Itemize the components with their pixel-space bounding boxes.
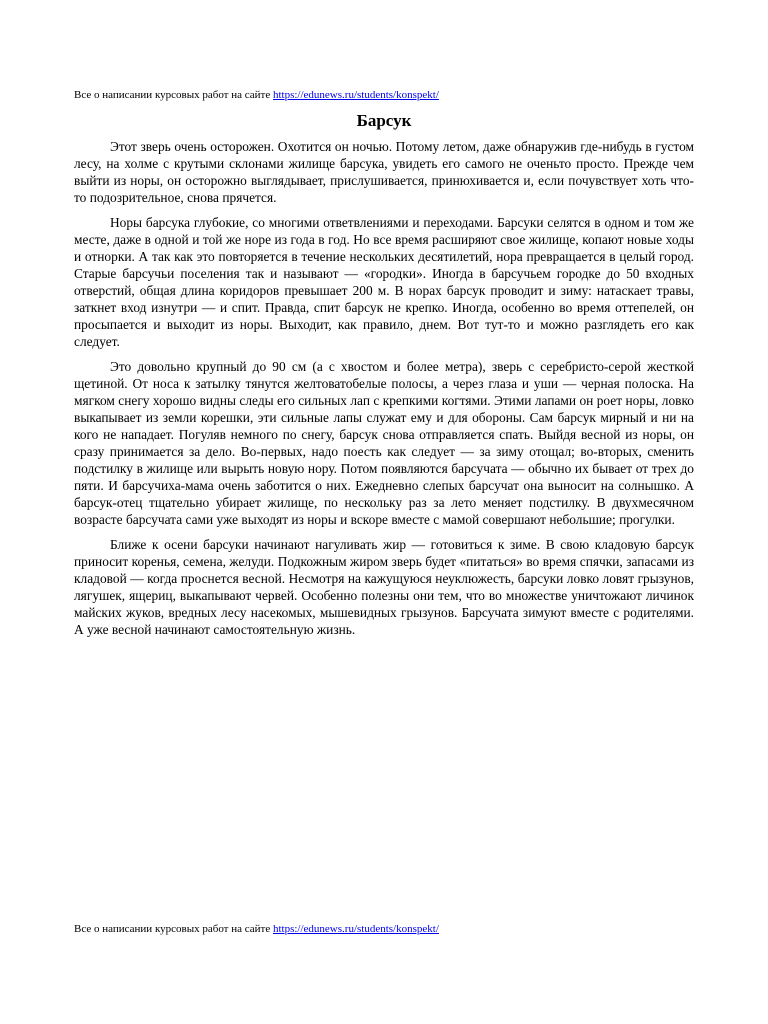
footer-link[interactable]: https://edunews.ru/students/konspekt/ (272, 923, 439, 935)
header-link[interactable]: https://edunews.ru/students/konspekt/ (272, 89, 439, 101)
paragraph-2: Норы барсука глубокие, со многими ответвлениями и переходами. Барсуки селятся в одном и том же месте, даже в одной и той же норе из года в год. Но все время расширяют свое жилище, копают новые ходы и отнорки. А так как это повторяется в течение нескольких десятилетий, нора превращается в целый город. Старые барсучьи поселения так и называют — «городки». Иногда в барсучьем городке до 50 входных отверстий, общая длина коридоров превышает 200 м. В норах барсук проводит и зиму: натаскает травы, заткнет вход изнутри — и спит. Правда, спит барсук не крепко. Иногда, особенно во время оттепелей, он просыпается и выходит из норы. Выходит, как правило, днем. Вот тут-то и можно разглядеть его как следует. (74, 215, 694, 349)
document-body (74, 138, 694, 646)
paragraph-3: Это довольно крупный до 90 см (а с хвостом и более метра), зверь с серебристо-серой жесткой щетиной. От носа к затылку тянутся желтоватобелые полосы, а через глаза и уши — черная полоска. На мягком снегу хорошо видны следы его сильных лап с крепкими когтями. Этими лапами он роет норы, ловко выкапывает из земли корешки, эти сильные лапы служат ему и для обороны. Сам барсук мирный и ни на кого не нападает. Погуляв немного по снегу, барсук снова отправляется спать. Выйдя весной из норы, он сразу принимается за дело. Во-первых, надо поесть как следует — за зиму отощал; во-вторых, сменить подстилку в жилище или вырыть новую нору. Потом появляются барсучата — обычно их бывает от трех до пяти. И барсучиха-мама очень заботится о них. Ежедневно слепых барсучат она выносит на солнышко. А барсук-отец тщательно убирает жилище, по нескольку раз за лето меняет подстилку. В двухмесячном возрасте барсучата сами уже выходят из норы и вскоре вместе с мамой совершают небольшие; прогулки. (74, 359, 694, 527)
paragraph-1: Этот зверь очень осторожен. Охотится он ночью. Потому летом, даже обнаружив где-нибудь в густом лесу, на холме с крутыми склонами жилище барсука, увидеть его самого не оченьто просто. Прежде чем выйти из норы, он осторожно выглядывает, прислушивается, принюхивается и, если почувствует хоть что-то подозрительное, снова прячется. (74, 139, 694, 205)
header-text: Все о написании курсовых работ на сайте (74, 89, 271, 101)
page-header (74, 88, 694, 102)
footer-text: Все о написании курсовых работ на сайте (74, 923, 271, 935)
document-title: Барсук (356, 111, 412, 130)
page-footer (74, 922, 694, 936)
paragraph-4: Ближе к осени барсуки начинают нагуливать жир — готовиться к зиме. В свою кладовую барсук приносит коренья, семена, желуди. Подкожным жиром зверь будет «питаться» во время спячки, запасами из кладовой — когда проснется весной. Несмотря на кажущуюся неуклюжесть, барсуки ловко ловят грызунов, лягушек, ящериц, выкапывают червей. Особенно полезны они тем, что во множестве уничтожают личинок майских жуков, вредных лесу насекомых, мышевидных грызунов. Барсучата зимуют вместе с родителями. А уже весной начинают самостоятельную жизнь. (74, 537, 694, 637)
